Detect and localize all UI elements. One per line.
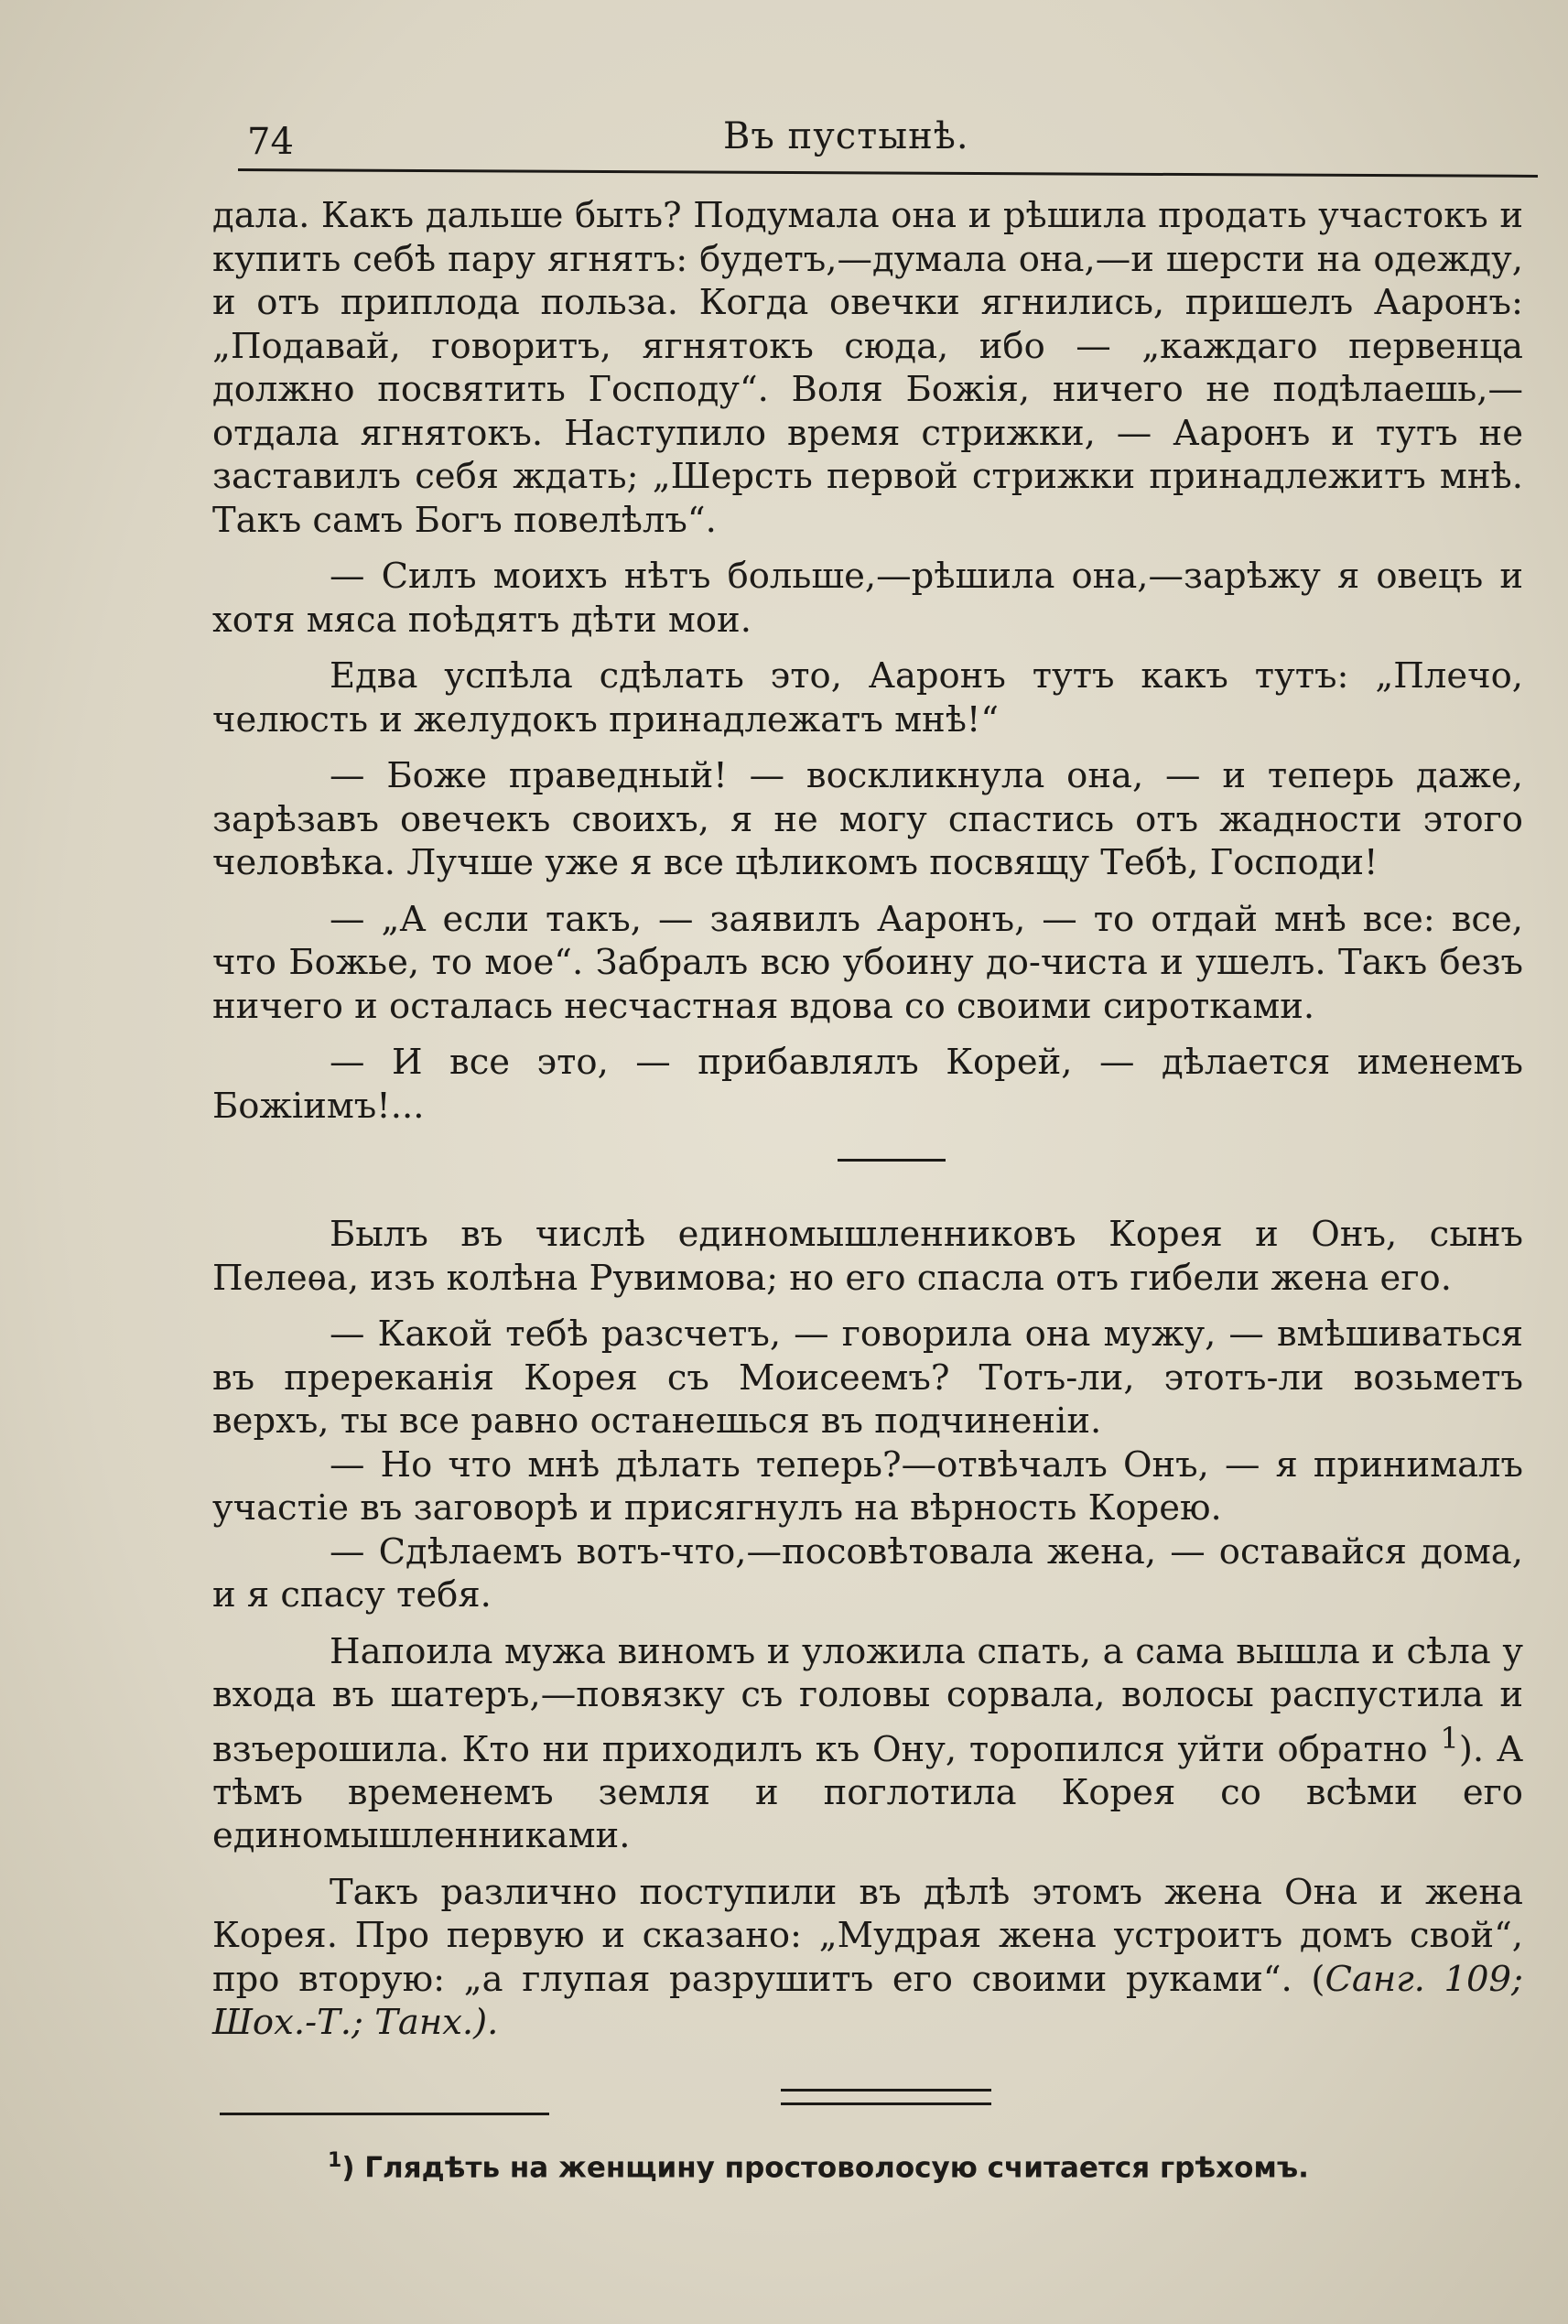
footnote-number: 1 bbox=[328, 2149, 342, 2172]
footnote bbox=[328, 2149, 1309, 2184]
paragraph: дала. Какъ дальше быть? Подумала она и рѣшила продать участокъ и купить себѣ пару ягнятъ: будетъ,—думала она,—и шерсти на одежду, и отъ приплода польза. Когда овечки ягнились, пришелъ Ааронъ: „Подавай, говоритъ, ягнятокъ сюда, ибо — „каждаго первенца должно посвятить Господу“. Воля Божія, ничего не подѣлаешь,—отдала ягнятокъ. Наступило время стрижки, — Ааронъ и тутъ не заставилъ себя ждать; „Шерсть первой стрижки принадлежитъ мнѣ. Такъ самъ Богъ повелѣлъ“. bbox=[212, 195, 1523, 541]
paragraph: — И все это, — прибавлялъ Корей, — дѣлается именемъ Божіимъ!... bbox=[212, 1042, 1523, 1127]
header-rule bbox=[238, 168, 1538, 178]
paragraph-text: Такъ различно поступили въ дѣлѣ этомъ жена Она и жена Корея. Про первую и сказано: „Мудрая жена устроитъ домъ свой“, про вторую: „а глупая разрушитъ его своими руками“. ( bbox=[212, 1871, 1523, 2000]
footnote-text: ) Глядѣть на женщину простоволосую считается грѣхомъ. bbox=[341, 2151, 1309, 2185]
paragraph-text: ). А тѣмъ временемъ земля и поглотила Корея со всѣми его единомышленниками. bbox=[212, 1728, 1523, 1857]
paragraph bbox=[212, 1630, 1523, 1858]
footnote-marker: 1 bbox=[1440, 1720, 1459, 1756]
paragraph bbox=[212, 1871, 1523, 2045]
paragraph-text: Напоила мужа виномъ и уложила спать, а сама вышла и сѣла у входа въ шатеръ,—повязку съ головы сорвала, волосы распустила и взъерошила. Кто ни приходилъ къ Ону, торопился уйти обратно bbox=[212, 1630, 1523, 1770]
page-number: 74 bbox=[247, 121, 294, 163]
paragraph: — Силъ моихъ нѣтъ больше,—рѣшила она,—зарѣжу я овецъ и хотя мяса поѣдятъ дѣти мои. bbox=[212, 556, 1523, 641]
paragraph: — Но что мнѣ дѣлать теперь?—отвѣчалъ Онъ, — я принималъ участіе въ заговорѣ и присягнулъ на вѣрность Корею. bbox=[212, 1443, 1523, 1529]
section-separator bbox=[838, 1159, 946, 1162]
footnote-rule bbox=[220, 2113, 549, 2115]
page-header bbox=[201, 110, 1519, 165]
source-citation: Санг. 109; Шох.-Т.; Танх.). bbox=[212, 1958, 1523, 2044]
end-double-rule bbox=[781, 2089, 991, 2105]
paragraph: — Сдѣлаемъ вотъ-что,—посовѣтовала жена, — оставайся дома, и я спасу тебя. bbox=[212, 1530, 1523, 1616]
paragraph: Едва успѣла сдѣлать это, Ааронъ тутъ какъ тутъ: „Плечо, челюсть и желудокъ принадлежатъ мнѣ!“ bbox=[212, 655, 1523, 740]
body-text bbox=[212, 194, 1523, 2105]
paragraph: — Боже праведный! — воскликнула она, — и теперь даже, зарѣзавъ овечекъ своихъ, я не могу спастись отъ жадности этого человѣка. Лучше уже я все цѣликомъ посвящу Тебѣ, Господи! bbox=[212, 755, 1523, 883]
running-title: Въ пустынѣ. bbox=[723, 115, 969, 157]
paragraph: — „А если такъ, — заявилъ Ааронъ, — то отдай мнѣ все: все, что Божье, то мое“. Забралъ всю убоину до-чиста и ушелъ. Такъ безъ ничего и осталась несчастная вдова со своими сиротками. bbox=[212, 898, 1523, 1027]
paragraph: Былъ въ числѣ единомышленниковъ Корея и Онъ, сынъ Пелеѳа, изъ колѣна Рувимова; но его спасла отъ гибели жена его. bbox=[212, 1214, 1523, 1299]
paragraph: — Какой тебѣ разсчетъ, — говорила она мужу, — вмѣшиваться въ пререканія Корея съ Моисеемъ? Тотъ-ли, этотъ-ли возьметъ верхъ, ты все равно останешься въ подчиненіи. bbox=[212, 1313, 1523, 1442]
